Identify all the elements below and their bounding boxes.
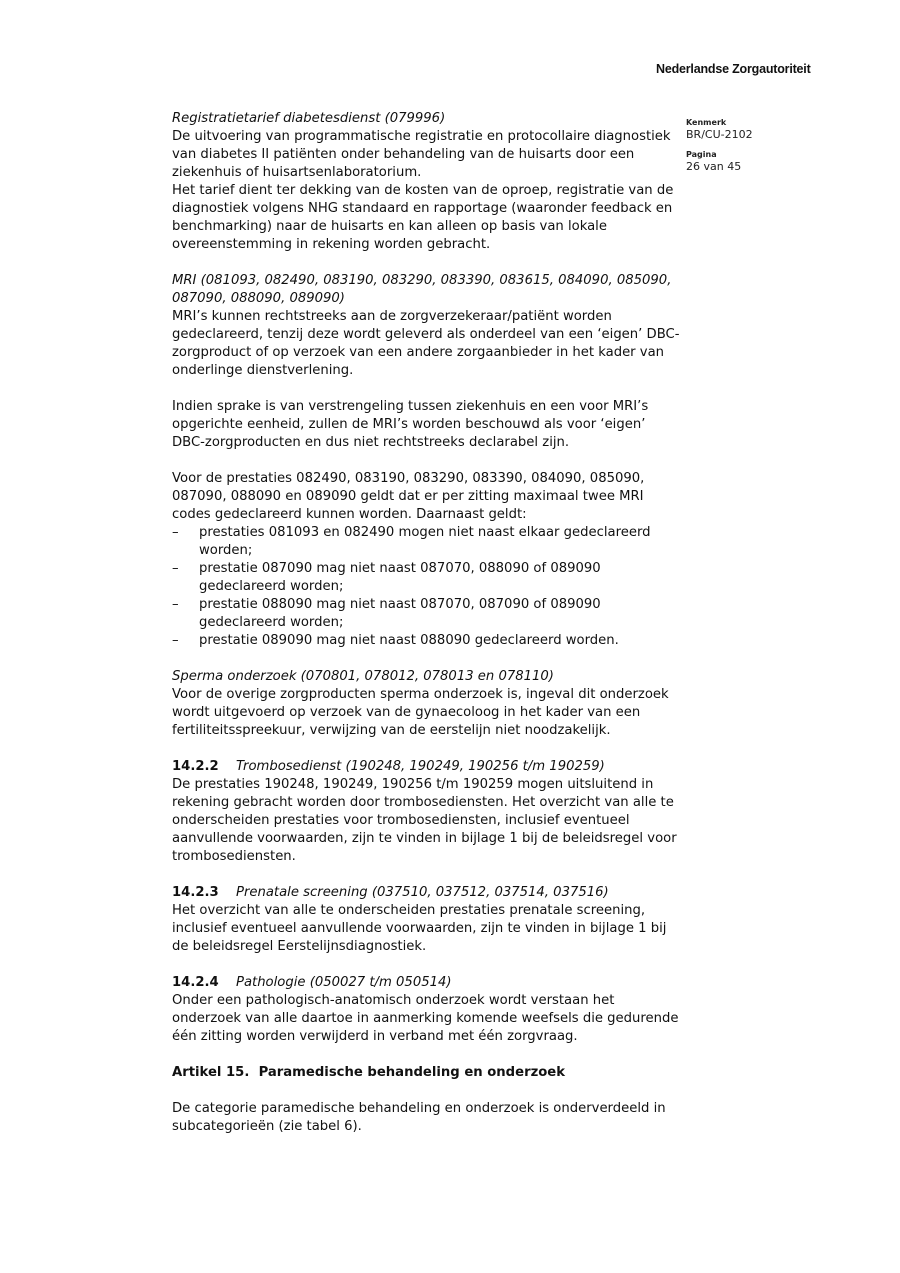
kenmerk-label: Kenmerk	[686, 118, 727, 127]
diabetes-paragraph-1: De uitvoering van programmatische registratie en protocollaire diagnostiek van diabetes II patiënten onder behandeling van de huisarts door een ziekenhuis of huisartsenlaboratorium.	[172, 129, 671, 180]
list-item	[172, 524, 682, 560]
mri-paragraph-2: Indien sprake is van verstrengeling tussen ziekenhuis en een voor MRI’s opgerichte eenheid, zullen de MRI’s worden beschouwd als voor ‘eigen’ DBC-zorgproducten en dus niet rechtstreeks declarabel zijn.	[172, 399, 649, 450]
section-14-2-4-heading	[172, 974, 682, 992]
dash-bullet-icon: –	[172, 633, 179, 648]
list-item	[172, 560, 682, 596]
section-title: Pathologie (050027 t/m 050514)	[236, 975, 452, 990]
diabetes-paragraph-2: Het tarief dient ter dekking van de kosten van de oproep, registratie van de diagnostiek volgens NHG standaard en rapportage (waaronder feedback en benchmarking) naar de huisarts en kan alleen op basis van lokale overeenstemming in rekening worden gebracht.	[172, 183, 674, 252]
artikel-15-heading	[172, 1064, 682, 1082]
kenmerk-value: BR/CU-2102	[686, 128, 753, 141]
sperma-title: Sperma onderzoek (070801, 078012, 078013 en 078110)	[172, 669, 554, 684]
pagina-label: Pagina	[686, 150, 717, 159]
mri-title: MRI (081093, 082490, 083190, 083290, 083390, 083615, 084090, 085090, 087090, 088090, 089090)	[172, 273, 672, 306]
list-item-text: prestatie 088090 mag niet naast 087070, 087090 of 089090 gedeclareerd worden;	[199, 597, 601, 630]
mri-paragraph-1: MRI’s kunnen rechtstreeks aan de zorgverzekeraar/patiënt worden gedeclareerd, tenzij deze wordt geleverd als onderdeel van een ‘eigen’ DBC-zorgproduct of op verzoek van een andere zorgaanbieder in het kader van onderlinge dienstverlening.	[172, 309, 680, 378]
organization-name: Nederlandse Zorgautoriteit	[656, 62, 811, 76]
list-item	[172, 596, 682, 632]
article-title: Paramedische behandeling en onderzoek	[258, 1065, 566, 1080]
article-number: Artikel 15.	[172, 1065, 250, 1080]
mri-paragraph-3: Voor de prestaties 082490, 083190, 083290, 083390, 084090, 085090, 087090, 088090 en 089090 geldt dat er per zitting maximaal twee MRI codes gedeclareerd kunnen worden. Daarnaast geldt:	[172, 471, 645, 522]
section-14-2-3-paragraph: Het overzicht van alle te onderscheiden prestaties prenatale screening, inclusief eventueel aanvullende voorwaarden, zijn te vinden in bijlage 1 bij de beleidsregel Eerstelijnsdiagnostiek.	[172, 903, 667, 954]
pagina-value: 26 van 45	[686, 160, 742, 173]
section-number: 14.2.2	[172, 759, 219, 774]
mri-rules-list	[172, 524, 682, 650]
dash-bullet-icon: –	[172, 597, 179, 612]
artikel-15-paragraph: De categorie paramedische behandeling en onderzoek is onderverdeeld in subcategorieën (zie tabel 6).	[172, 1101, 666, 1134]
dash-bullet-icon: –	[172, 561, 179, 576]
section-title: Trombosedienst (190248, 190249, 190256 t/m 190259)	[236, 759, 605, 774]
section-14-2-2-heading	[172, 758, 682, 776]
section-14-2-3-heading	[172, 884, 682, 902]
document-meta	[686, 118, 886, 182]
list-item-text: prestatie 089090 mag niet naast 088090 gedeclareerd worden.	[199, 633, 619, 648]
section-number: 14.2.3	[172, 885, 219, 900]
document-body	[172, 110, 682, 1136]
list-item-text: prestatie 087090 mag niet naast 087070, 088090 of 089090 gedeclareerd worden;	[199, 561, 601, 594]
list-item	[172, 632, 682, 650]
section-title: Prenatale screening (037510, 037512, 037514, 037516)	[236, 885, 609, 900]
section-14-2-4-paragraph: Onder een pathologisch-anatomisch onderzoek wordt verstaan het onderzoek van alle daartoe in aanmerking komende weefsels die gedurende één zitting worden verwijderd in verband met één zorgvraag.	[172, 993, 679, 1044]
dash-bullet-icon: –	[172, 525, 179, 540]
list-item-text: prestaties 081093 en 082490 mogen niet naast elkaar gedeclareerd worden;	[199, 525, 651, 558]
sperma-paragraph-1: Voor de overige zorgproducten sperma onderzoek is, ingeval dit onderzoek wordt uitgevoerd op verzoek van de gynaecoloog in het kader van een fertiliteitsspreekuur, verwijzing van de eerstelijn niet noodzakelijk.	[172, 687, 669, 738]
diabetes-title: Registratietarief diabetesdienst (079996)	[172, 111, 446, 126]
section-14-2-2-paragraph: De prestaties 190248, 190249, 190256 t/m 190259 mogen uitsluitend in rekening gebracht worden door trombosediensten. Het overzicht van alle te onderscheiden prestaties voor trombosediensten, inclusief eventueel aanvullende voorwaarden, zijn te vinden in bijlage 1 bij de beleidsregel voor trombosediensten.	[172, 777, 677, 864]
section-number: 14.2.4	[172, 975, 219, 990]
